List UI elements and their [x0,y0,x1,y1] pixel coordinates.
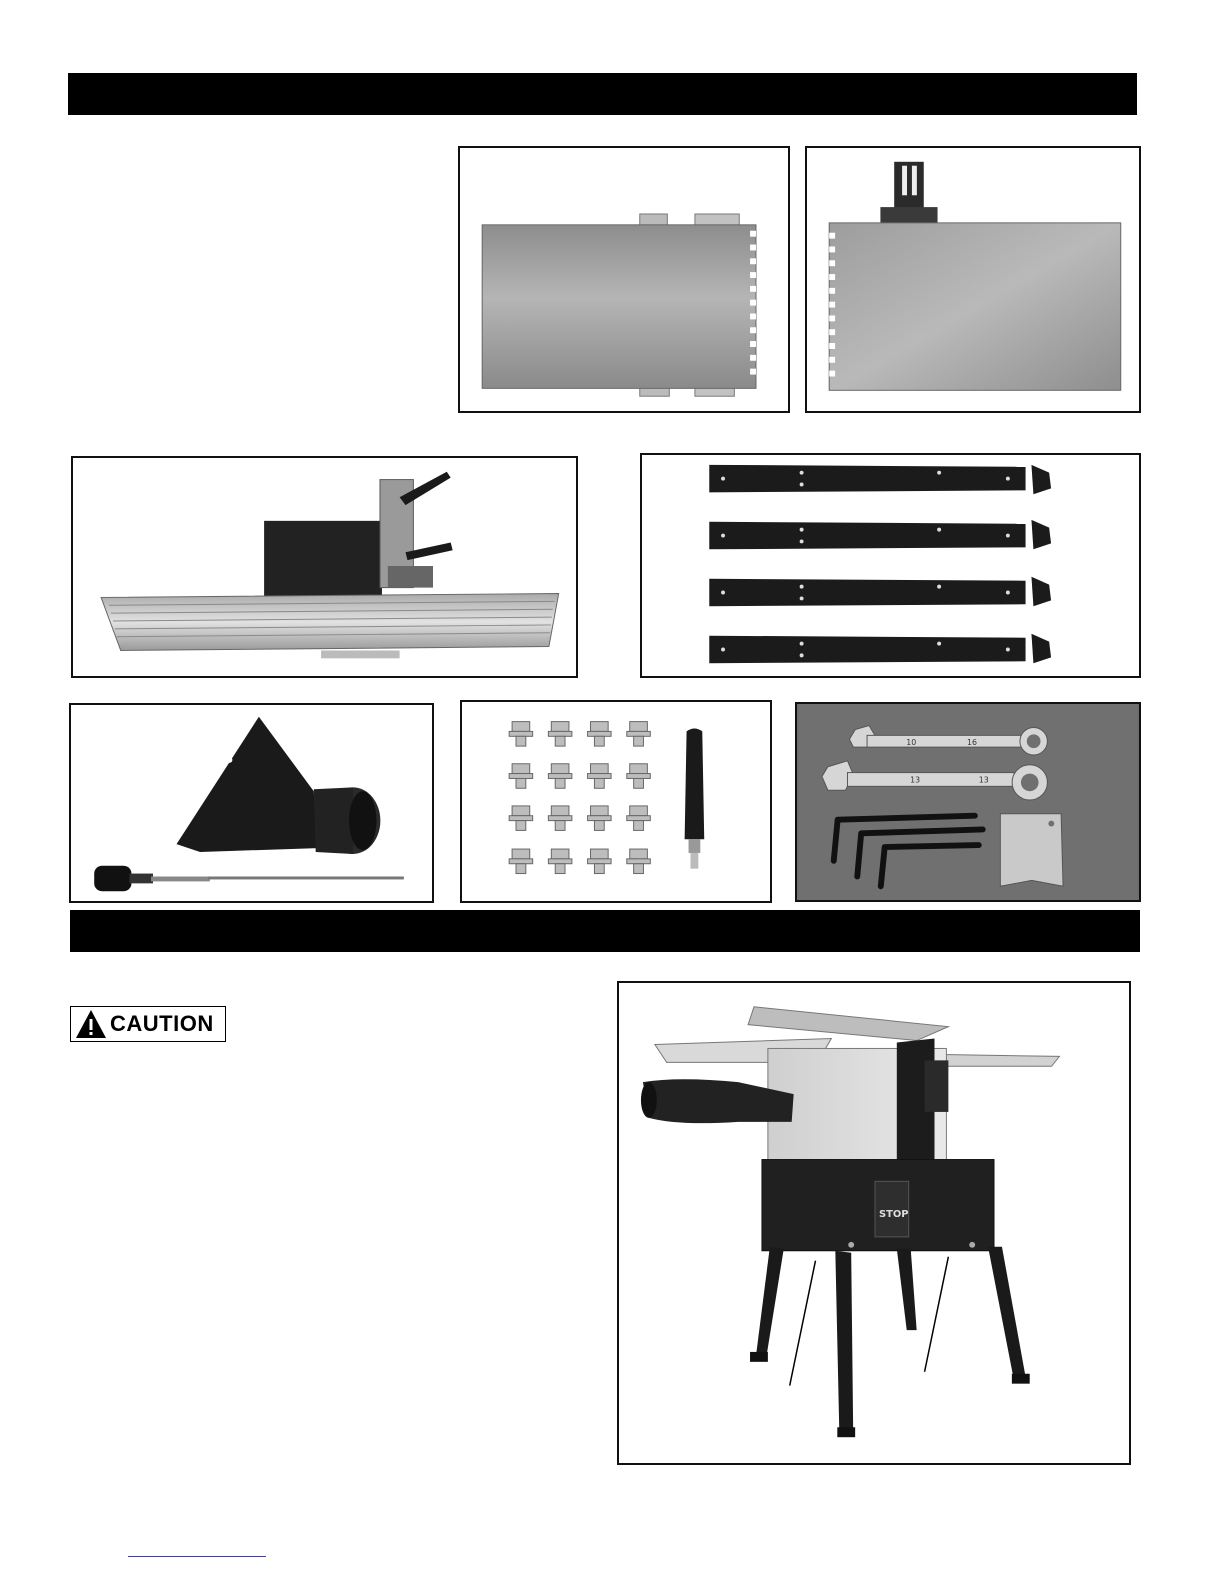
photo-wrenches-and-keys [795,702,1141,902]
photo-infeed-table [458,146,790,413]
photo-assembled-machine [617,981,1131,1465]
wrench-marking: 16 [967,738,977,748]
footer-link-underline[interactable] [128,1556,266,1557]
wrench-marking: 13 [910,775,921,785]
photo-stand-legs [640,453,1141,678]
caution-text: CAUTION [110,1011,214,1036]
photo-bolts-and-handle [460,700,772,903]
photo-dust-hood-and-rod [69,703,434,903]
section-header-bar-assembly [70,910,1140,952]
warning-triangle-icon [75,1008,107,1040]
caution-label [70,1006,226,1042]
photo-outfeed-table [805,146,1141,413]
section-header-bar-top [68,73,1137,115]
stop-switch-label: STOP [878,1209,909,1221]
photo-fence-assembly [71,456,578,678]
wrench-marking: 10 [906,738,917,748]
wrench-marking: 13 [978,775,989,785]
